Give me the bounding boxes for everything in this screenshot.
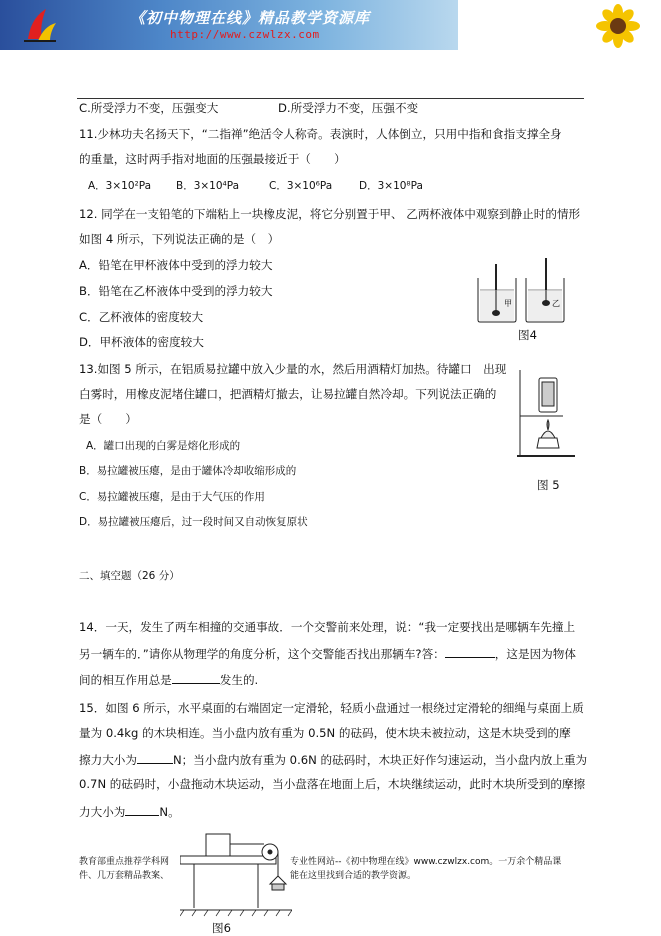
- q11-option-d: D．3×10⁸Pa: [359, 180, 423, 192]
- q11-line2: 的重量，这时两手指对地面的压强最接近于（ ）: [79, 152, 346, 166]
- q15-line1: 15．如图 6 所示，水平桌面的右端固定一定滑轮，轻质小盘通过一根绕过定滑轮的细绳与桌面上质: [79, 701, 584, 715]
- q14-line3-end: 发生的.: [219, 673, 259, 687]
- banner-title: 《初中物理在线》精品教学资源库: [130, 9, 371, 27]
- q11-option-c: C．3×10⁶Pa: [269, 180, 333, 192]
- q12-option-c: C．乙杯液体的密度较大: [79, 310, 204, 324]
- q14-answer-blank-1[interactable]: [445, 646, 495, 658]
- q11-option-a: A．3×10²Pa: [88, 180, 152, 192]
- q13-option-b: B．易拉罐被压瘪，是由于罐体冷却收缩形成的: [79, 465, 297, 477]
- header-rule: [77, 98, 584, 99]
- q15-line3-start: 擦力大小为: [79, 753, 137, 767]
- figure-6-caption: 图6: [212, 921, 231, 935]
- q13-option-a: A．罐口出现的白雾是熔化形成的: [86, 440, 241, 452]
- footer-right-line2: 能在这里找到合适的教学资源。: [290, 871, 417, 881]
- q15-line2: 量为 0.4kg 的木块相连。当小盘内放有重为 0.5N 的砝码，使木块未被拉动，这是木块受到的摩: [79, 726, 571, 740]
- q15-line5-end: N。: [159, 805, 180, 819]
- q13-line1: 13.如图 5 所示，在铝质易拉罐中放入少量的水，然后用酒精灯加热。待罐口 出现: [79, 362, 507, 376]
- q15-line5: [79, 804, 180, 819]
- header-banner: [0, 0, 458, 50]
- figure-5-caption: 图 5: [537, 478, 560, 492]
- site-logo-icon: [20, 5, 60, 45]
- q15-line3-end: N；当小盘内放有重为 0.6N 的砝码时，木块正好作匀速运动，当小盘内放上重为: [172, 753, 588, 767]
- q11-option-b: B．3×10⁴Pa: [176, 180, 240, 192]
- footer-right-line1: 专业性网站--《初中物理在线》www.czwlzx.com。一万余个精品课: [290, 857, 562, 867]
- q13-option-d: D．易拉罐被压瘪后，过一段时间又自动恢复原状: [79, 516, 308, 528]
- q12-option-b: B．铅笔在乙杯液体中受到的浮力较大: [79, 284, 273, 298]
- fig4-label-left: 甲: [504, 299, 512, 308]
- q14-line3-start: 间的相互作用总是: [79, 673, 172, 687]
- q12-line1: 12. 同学在一支铅笔的下端粘上一块橡皮泥，将它分别置于甲、 乙两杯液体中观察到静止时的情形: [79, 207, 581, 221]
- q14-line1: 14．一天，发生了两车相撞的交通事故．一个交警前来处理，说：“我一定要找出是哪辆车先撞上: [79, 620, 576, 634]
- section-fill-in-title: 二、填空题（26 分）: [79, 570, 180, 582]
- q12-option-d: D．甲杯液体的密度较大: [79, 335, 204, 349]
- q15-answer-blank-1[interactable]: [137, 752, 173, 764]
- fig4-label-right: 乙: [552, 299, 560, 308]
- q14-line2-start: 另一辆车的．”请你从物理学的角度分析，这个交警能否找出那辆车?答：: [79, 647, 445, 661]
- q15-line4: 0.7N 的砝码时，小盘拖动木块运动，当小盘落在地面上后，木块继续运动，此时木块所受到的摩擦: [79, 777, 586, 791]
- q14-answer-blank-2[interactable]: [172, 672, 220, 684]
- q14-line2: [79, 646, 576, 661]
- footer-left-line1: 教育部重点推荐学科网: [79, 857, 170, 867]
- figure-6-table-pulley: [180, 830, 292, 918]
- q14-line2-end: ，这是因为物体: [494, 647, 576, 661]
- footer-left-line2: 件、几万套精品教案、: [79, 871, 170, 881]
- q10-option-d: D.所受浮力不变，压强不变: [278, 101, 419, 115]
- q11-line1: 11.少林功夫名扬天下，“二指禅”绝活令人称奇。表演时，人体倒立，只用中指和食指支撑全身: [79, 127, 562, 141]
- q13-line3: 是（ ）: [79, 412, 137, 426]
- figure-5-can-heating: [517, 368, 577, 460]
- figure-4-caption: 图4: [518, 328, 537, 342]
- q13-option-c: C．易拉罐被压瘪，是由于大气压的作用: [79, 491, 265, 503]
- q10-option-c: C.所受浮力不变，压强变大: [79, 101, 219, 115]
- figure-4-beakers: [474, 258, 574, 328]
- q15-line5-start: 力大小为: [79, 805, 126, 819]
- q15-line3: [79, 752, 587, 767]
- q14-line3: [79, 672, 258, 687]
- q13-line2: 白雾时，用橡皮泥堵住罐口，把酒精灯撤去，让易拉罐自然冷却。下列说法正确的: [79, 387, 497, 401]
- banner-url[interactable]: http://www.czwlzx.com: [170, 28, 320, 41]
- q12-option-a: A．铅笔在甲杯液体中受到的浮力较大: [79, 258, 273, 272]
- q15-answer-blank-2[interactable]: [125, 804, 159, 816]
- q12-line2: 如图 4 所示，下列说法正确的是（ ）: [79, 232, 280, 246]
